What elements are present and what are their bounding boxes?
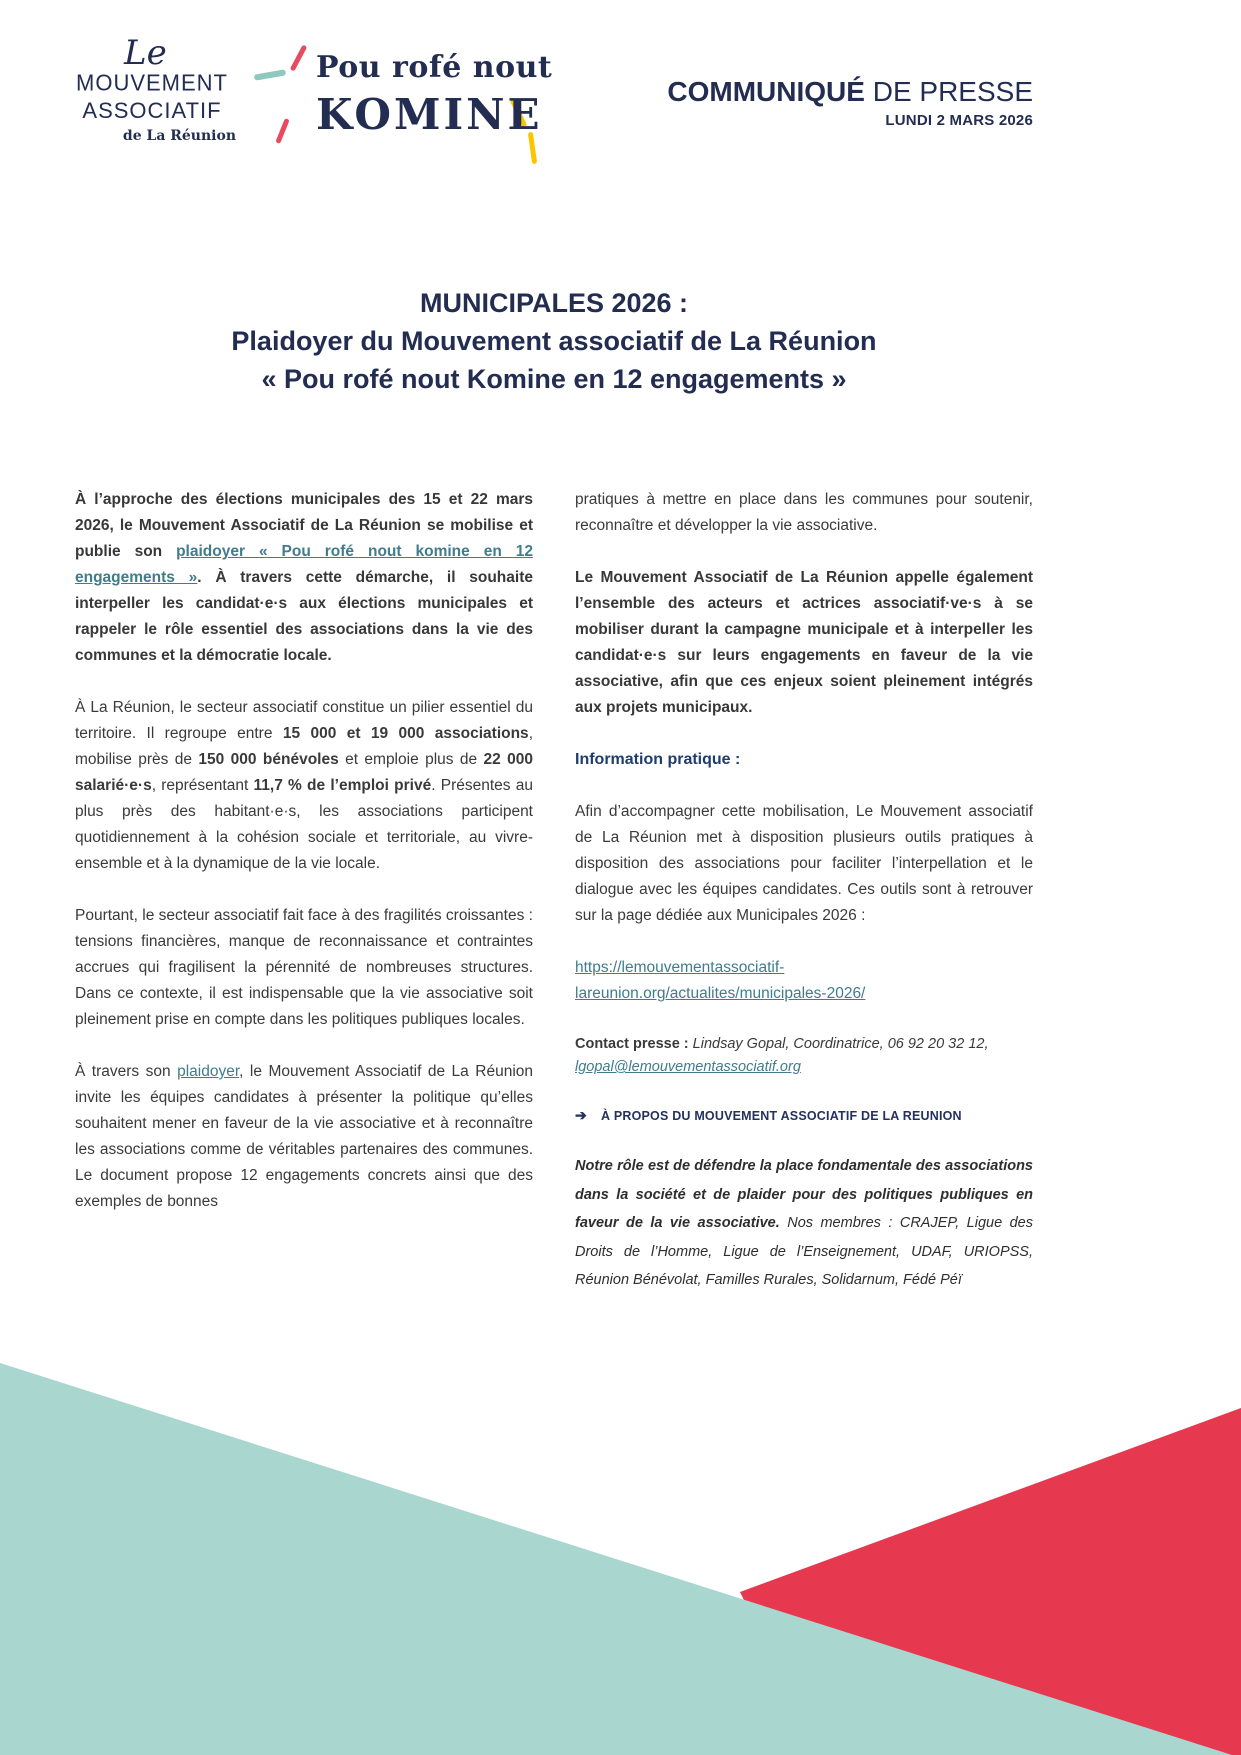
paragraph-fragilites: Pourtant, le secteur associatif fait face à des fragilités croissantes : tensions financières, manque de reconnaissance et contraintes accrues qui fragilisent la pérennité de nombreuses structures. Dans ce contexte, il est indispensable que la vie associative soit pleinement prise en compte dans les politiques publiques locales. bbox=[75, 907, 533, 1028]
confetti-dash-teal-icon bbox=[254, 69, 287, 80]
logo-le-text: Le bbox=[124, 33, 167, 73]
slogan-choisir-interet-general: Choisir l’intérêt général bbox=[965, 1368, 1071, 1460]
contact-presse: Contact presse : Lindsay Gopal, Coordinatrice, 06 92 20 32 12, lgopal@lemouvementassociatif.org bbox=[575, 1036, 989, 1075]
left-column bbox=[75, 487, 533, 1241]
text-link[interactable]: lgopal@lemouvementassociatif.org bbox=[575, 1059, 801, 1075]
logo-associatif-text: ASSOCIATIF bbox=[82, 98, 222, 123]
municipales-page-link bbox=[575, 955, 1033, 1007]
komine-logo-line1: Pou rofé nout bbox=[316, 50, 553, 85]
logo-tagline: de La Réunion bbox=[122, 128, 236, 144]
paragraph-appel: Le Mouvement Associatif de La Réunion appelle également l’ensemble des acteurs et actrices associatif·ve·s à se mobiliser durant la campagne municipale et à interpeller les candidat·e·s sur leurs engagements en faveur de la vie associative, afin que ces enjeux soient pleinement intégrés aux projets municipaux. bbox=[575, 569, 1033, 716]
about-heading bbox=[575, 1105, 1033, 1126]
komine-logo-line2: KOMINE bbox=[316, 90, 543, 139]
title-line-1: MUNICIPALES 2026 : bbox=[419, 288, 689, 318]
text-link[interactable]: https://lemouvementassociatif-lareunion.org/actualites/municipales-2026/ bbox=[575, 959, 866, 1002]
confetti-dash-red-icon bbox=[275, 118, 289, 144]
text-link[interactable]: plaidoyer bbox=[177, 1063, 240, 1080]
paragraph-plaidoyer: À travers son plaidoyer, le Mouvement Associatif de La Réunion invite les équipes candidates à présenter la politique qu’elles souhaitent mener en faveur de la vie associative et à reconnaître les associations comme de véritables partenaires des communes. Le document propose 12 engagements concrets ainsi que des exemples de bonnes bbox=[75, 1063, 533, 1210]
pou-rofe-nout-komine-logo bbox=[250, 38, 570, 173]
about-text: Notre rôle est de défendre la place fondamentale des associations dans la société et de plaider pour des politiques publiques en faveur de la vie associative. Nos membres : CRAJEP, Ligue des Droits de l’Homme, Ligue de l’Enseignement, UDAF, URIOPSS, Réunion Bénévolat, Familles Rurales, Solidarnum, Fédé Péï bbox=[575, 1158, 1033, 1288]
logo-mouvement-text: MOUVEMENT bbox=[76, 69, 228, 96]
info-pratique-heading: Information pratique : bbox=[575, 751, 741, 768]
about-heading-text: À PROPOS DU MOUVEMENT ASSOCIATIF DE LA REUNION bbox=[600, 1109, 962, 1123]
press-kicker: COMMUNIQUÉ DE PRESSE bbox=[667, 76, 1033, 107]
press-date: LUNDI 2 MARS 2026 bbox=[885, 112, 1033, 129]
document-title bbox=[75, 284, 1033, 398]
right-column bbox=[575, 487, 1033, 1321]
arrow-icon: ➔ bbox=[575, 1107, 587, 1123]
confetti-dash-red-icon bbox=[290, 44, 308, 71]
paragraph-pratiques: pratiques à mettre en place dans les communes pour soutenir, reconnaître et développer la vie associative. bbox=[575, 491, 1033, 534]
paragraph-intro: À l’approche des élections municipales des 15 et 22 mars 2026, le Mouvement Associatif de La Réunion se mobilise et publie son plaidoyer « Pou rofé nout komine en 12 engagements ». À travers cette démarche, il souhaite interpeller les candidat·e·s aux élections municipales et rappeler le rôle essentiel des associations dans la vie des communes et la démocratie locale. bbox=[75, 491, 533, 664]
title-line-2: Plaidoyer du Mouvement associatif de La Réunion bbox=[231, 326, 877, 356]
paragraph-outils: Afin d’accompagner cette mobilisation, Le Mouvement associatif de La Réunion met à disposition plusieurs outils pratiques à disposition des associations pour faciliter l’interpellation et le dialogue avec les équipes candidates. Ces outils sont à retrouver sur la page dédiée aux Municipales 2026 : bbox=[575, 803, 1033, 924]
paragraph-key-figures: À La Réunion, le secteur associatif constitue un pilier essentiel du territoire. Il regroupe entre 15 000 et 19 000 associations, mobilise près de 150 000 bénévoles et emploie plus de 22 000 salarié·e·s, représentant 11,7 % de l’emploi privé. Présentes au plus près des habitant·e·s, les associations participent quotidiennement à la cohésion sociale et territoriale, au vivre-ensemble et à la dynamique de la vie locale. bbox=[75, 699, 533, 872]
text-link[interactable]: plaidoyer « Pou rofé nout komine en 12 engagements » bbox=[75, 543, 533, 586]
mouvement-associatif-logo bbox=[62, 33, 242, 162]
title-line-3: « Pou rofé nout Komine en 12 engagements » bbox=[261, 364, 847, 394]
press-header-block bbox=[667, 76, 1033, 129]
